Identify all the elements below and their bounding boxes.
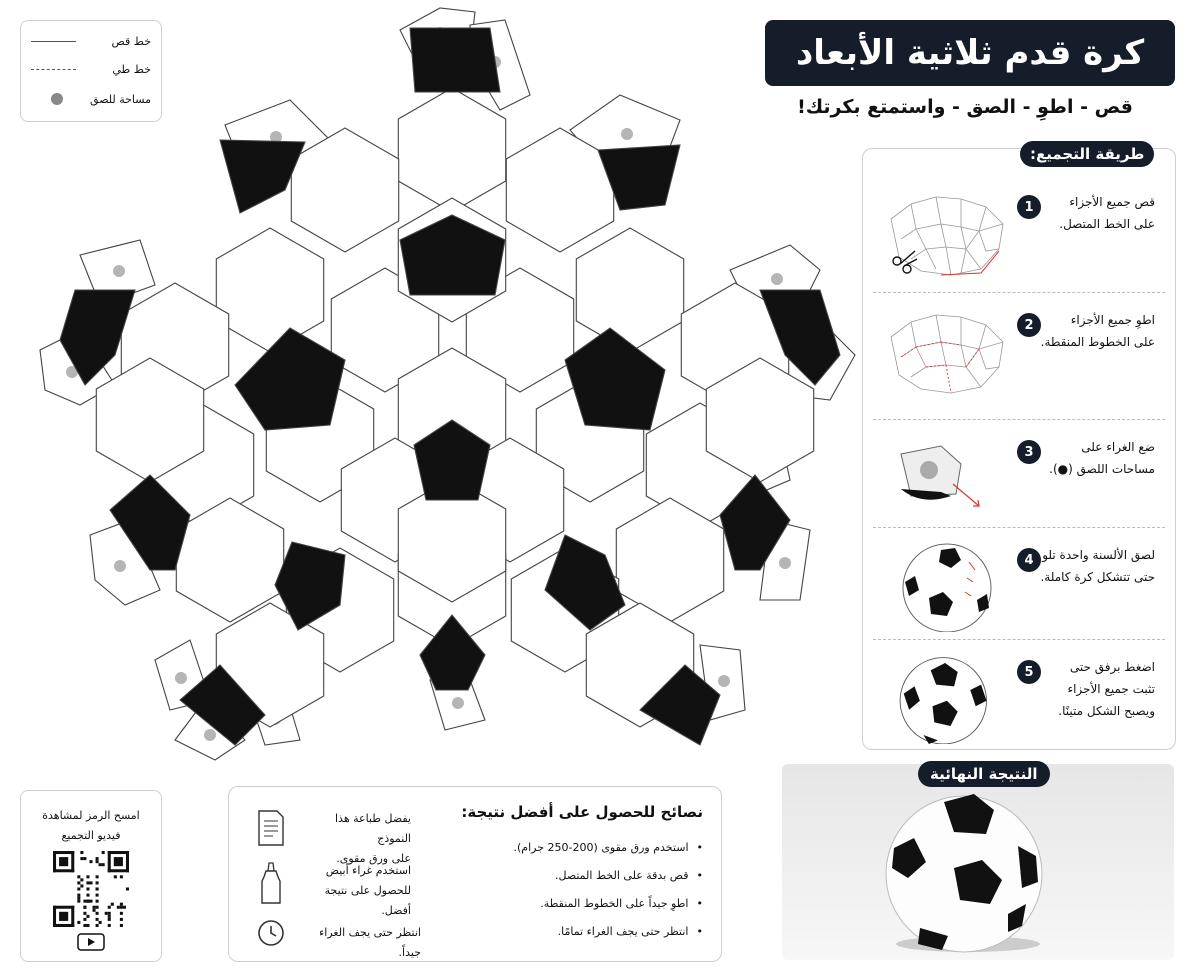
step-number: 2: [1017, 313, 1041, 337]
legend-glue-label: مساحة للصق: [90, 92, 151, 106]
partial-ball-illustration: [881, 542, 1011, 632]
video-play-icon[interactable]: [77, 933, 105, 951]
step-text: ضع الغراء على مساحات اللصق (●).: [1049, 440, 1155, 476]
step-1: [863, 179, 1175, 289]
qr-caption-line1: امسح الرمز لمشاهدة: [42, 809, 140, 822]
glue-tab-illustration: [881, 434, 1011, 524]
glue-dot-icon: [920, 461, 938, 479]
glue-dot: [771, 273, 783, 285]
glue-dot: [718, 675, 730, 687]
black-pentagon: [410, 28, 500, 92]
glue-dot: [621, 128, 633, 140]
step-2: [863, 297, 1175, 407]
page-subtitle: قص - اطوِ - الصق - واستمتع بكرتك!: [797, 96, 1133, 118]
step-number: 5: [1017, 660, 1041, 684]
step-text: اضغط برفق حتى تثبت جميع الأجزاء ويصبح الشكل متينًا.: [1058, 660, 1155, 718]
legend-fold-label: خط طي: [112, 62, 151, 76]
tip-item: • انتظر حتى يجف الغراء تمامًا.: [558, 925, 703, 938]
scissors-icon: [893, 251, 917, 273]
glue-dot: [452, 697, 464, 709]
glue-dot: [113, 265, 125, 277]
white-hexagon: [576, 228, 683, 352]
step-text: اطوِ جميع الأجزاء على الخطوط المنقطة.: [1040, 313, 1155, 349]
step-text: لصق الألسنة واحدة تلو حتى تتشكل كرة كاملة.: [1040, 548, 1155, 584]
tip-note-glue: استخدم غراء أبيض للحصول على نتيجة أفضل.: [324, 864, 411, 917]
final-ball-image: [782, 764, 1174, 960]
legend-cut-row: [31, 33, 151, 49]
glue-dot: [175, 672, 187, 684]
result-heading: النتيجة النهائية: [918, 761, 1050, 787]
tips-title: نصائح للحصول على أفضل نتيجة:: [461, 803, 703, 821]
step-number: 4: [1017, 548, 1041, 572]
legend-cut-label: خط قص: [111, 34, 151, 48]
document-icon: [255, 809, 287, 847]
page-title: كرة قدم ثلاثية الأبعاد: [765, 20, 1175, 86]
legend: [20, 20, 162, 122]
steps-heading: طريقة التجميع:: [1020, 141, 1154, 167]
legend-fold-row: [31, 61, 151, 77]
cut-out-net-illustration: [881, 189, 1011, 279]
assembly-steps-panel: [862, 148, 1176, 750]
finished-ball-illustration: [881, 654, 1011, 744]
fold-net-illustration: [881, 307, 1011, 397]
qr-card[interactable]: [20, 790, 162, 962]
final-result-panel: [782, 764, 1174, 960]
cut-line-icon: [31, 41, 76, 42]
glue-dot: [204, 729, 216, 741]
qr-caption-line2: فيديو التجميع: [61, 829, 121, 842]
tip-note-dry: انتظر حتى يجف الغراء جيداً.: [319, 926, 421, 959]
step-number: 1: [1017, 195, 1041, 219]
tip-note-print: يفضل طباعة هذا النموذج على ورق مقوى.: [334, 812, 411, 865]
step-5: [863, 644, 1175, 754]
step-number: 3: [1017, 440, 1041, 464]
white-hexagon: [398, 88, 505, 212]
tips-panel: [228, 786, 722, 962]
legend-glue-row: [31, 91, 151, 107]
tip-item: • قص بدقة على الخط المتصل.: [555, 869, 703, 882]
glue-bottle-icon: [257, 861, 285, 905]
qr-code[interactable]: [53, 851, 129, 927]
white-hexagon: [216, 228, 323, 352]
glue-dot: [779, 557, 791, 569]
black-pentagon: [235, 328, 345, 430]
glue-dot-icon: [51, 93, 63, 105]
step-4: [863, 532, 1175, 642]
fold-line-icon: [31, 69, 76, 70]
glue-dot: [114, 560, 126, 572]
tip-item: • استخدم ورق مقوى (200-250 جرام).: [514, 841, 703, 854]
tip-item: • اطوِ جيداً على الخطوط المنقطة.: [540, 897, 703, 910]
step-text: قص جميع الأجزاء على الخط المتصل.: [1059, 195, 1155, 231]
clock-icon: [257, 919, 285, 947]
step-3: [863, 424, 1175, 534]
